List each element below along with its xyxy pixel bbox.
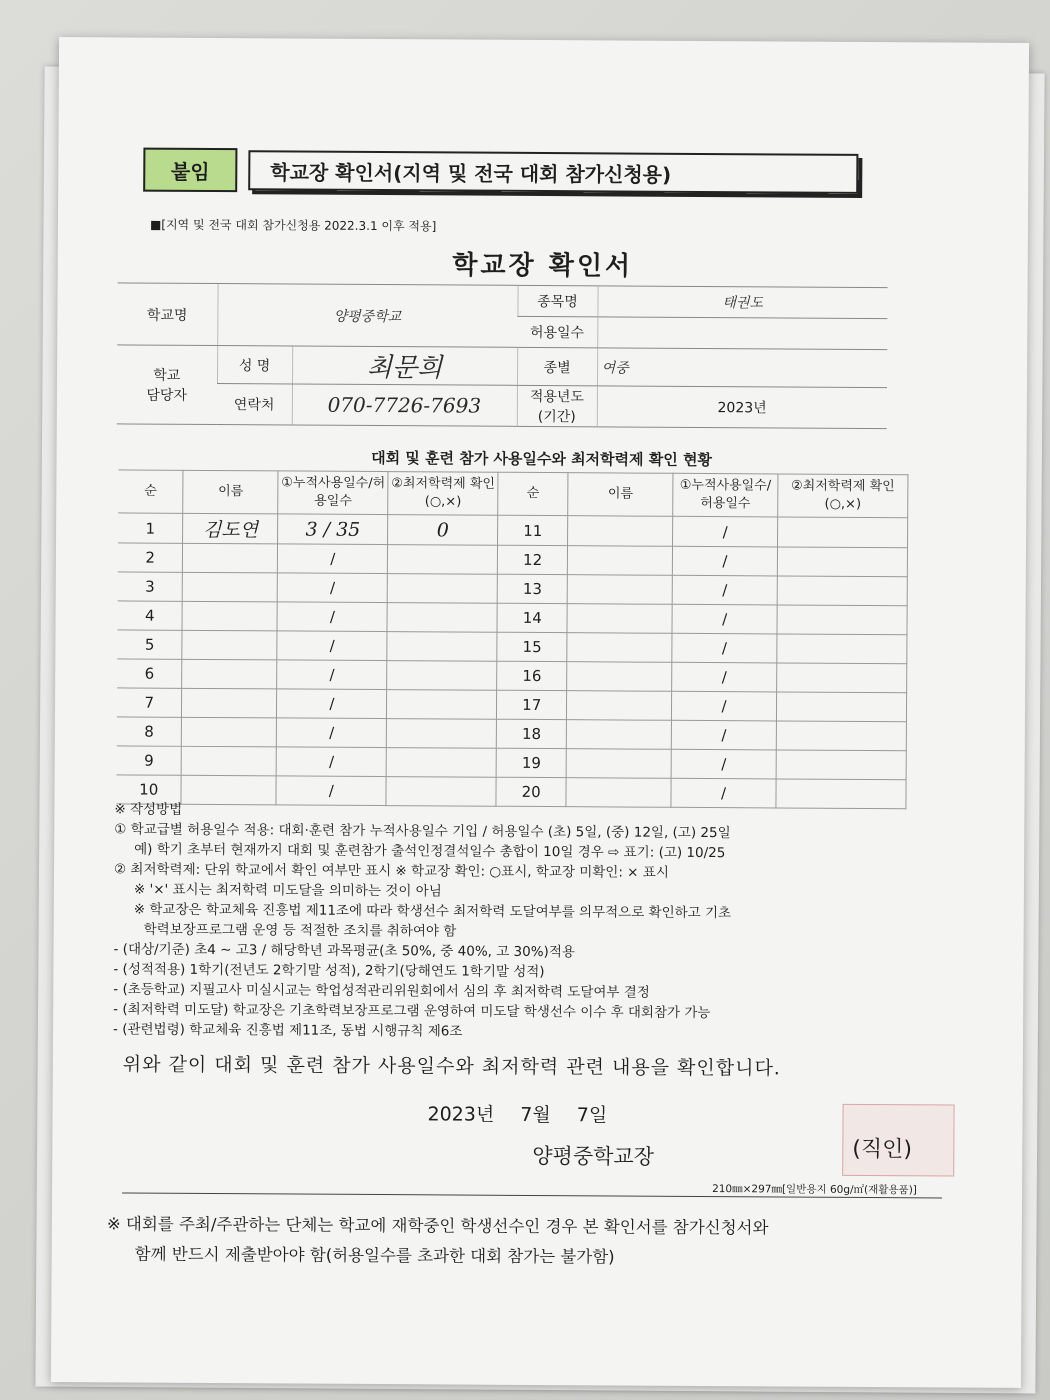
student-name xyxy=(567,633,672,663)
student-name xyxy=(182,601,277,631)
contact-label-line2: 담당자 xyxy=(146,387,188,404)
student-name xyxy=(182,630,277,660)
contact-label xyxy=(117,345,217,425)
applicability-note: ■[지역 및 전국 대회 참가신청용 2022.3.1 이후 적용] xyxy=(149,217,437,234)
min-grade-check: 0 xyxy=(388,515,498,546)
row-no: 12 xyxy=(498,545,568,574)
student-name xyxy=(567,691,672,721)
row-no: 14 xyxy=(497,603,567,632)
row-no: 8 xyxy=(117,717,182,746)
used-days: / xyxy=(672,633,777,663)
student-name xyxy=(567,575,672,605)
submission-note xyxy=(107,1209,967,1274)
year-label xyxy=(517,385,597,426)
min-grade-check xyxy=(777,576,907,606)
info-row-name xyxy=(117,345,887,388)
allowed-days-value xyxy=(597,317,887,350)
used-days: / xyxy=(278,544,388,574)
used-days: / xyxy=(671,720,776,750)
min-grade-check xyxy=(777,605,907,635)
section-title: 대회 및 훈련 참가 사용일수와 최저학력제 확인 현황 xyxy=(371,448,713,470)
year-label-line2: (기간) xyxy=(537,408,576,426)
row-no: 5 xyxy=(117,630,182,659)
used-days: / xyxy=(672,604,777,634)
used-days: / xyxy=(276,747,386,777)
row-no: 6 xyxy=(117,659,182,688)
year-label-line1: 적용년도 xyxy=(529,388,585,406)
info-table xyxy=(117,282,888,429)
used-days: / xyxy=(672,575,777,605)
student-name xyxy=(182,659,277,689)
row-no: 9 xyxy=(117,746,182,775)
student-name xyxy=(182,746,277,776)
note-item: - (성적적용) 1학기(전년도 2학기말 성적), 2학기(당해연도 1학기말 성적) xyxy=(113,961,545,981)
col-header-check-1: ②최저학력제 확인(○,×) xyxy=(388,472,498,516)
participation-table xyxy=(116,469,908,809)
student-name xyxy=(182,688,277,718)
student-name xyxy=(182,717,277,747)
min-grade-check xyxy=(387,661,497,691)
note-item: ② 최저학력제: 단위 학교에서 확인 여부만 표시 ※ 학교장 확인: ○표시, 학교장 미확인: × 표시 xyxy=(113,861,669,881)
row-no: 11 xyxy=(498,515,568,545)
min-grade-check xyxy=(388,545,498,575)
min-grade-check xyxy=(776,721,906,751)
event-value: 태권도 xyxy=(597,286,887,319)
used-days: / xyxy=(672,662,777,692)
note-heading: ※ 작성방법 xyxy=(114,801,183,818)
row-no: 16 xyxy=(497,661,567,690)
document-title: 학교장 확인서 xyxy=(452,250,634,282)
note-item: 학력보장프로그램 운영 등 적절한 조치를 취하여야 함 xyxy=(143,921,457,940)
min-grade-check xyxy=(387,603,497,633)
min-grade-check xyxy=(386,748,496,778)
student-name xyxy=(566,720,671,750)
note-item: 예) 학기 초부터 현재까지 대회 및 훈련참가 출석인정결석일수 총합이 10일 경우 ⇨ 표기: (고) 10/25 xyxy=(134,841,726,862)
min-grade-check xyxy=(777,547,907,577)
min-grade-check xyxy=(778,517,908,548)
student-name: 김도연 xyxy=(183,513,278,544)
row-no: 3 xyxy=(118,572,183,601)
used-days: / xyxy=(277,689,387,719)
student-name xyxy=(567,662,672,692)
col-header-no-2: 순 xyxy=(498,472,568,515)
attachment-label: 붙임 xyxy=(143,148,237,193)
col-header-days-2: ①누적사용일수/허용일수 xyxy=(673,473,778,517)
used-days: 3 / 35 xyxy=(278,514,388,545)
info-row-phone xyxy=(117,383,887,429)
col-header-name-1: 이름 xyxy=(183,470,278,514)
note-item: - (관련법령) 학교체육 진흥법 제11조, 동법 시행규칙 제6조 xyxy=(113,1021,463,1040)
event-label: 종목명 xyxy=(517,285,597,316)
row-no: 18 xyxy=(497,719,567,748)
school-label: 학교명 xyxy=(117,283,217,346)
col-header-check-2: ②최저학력제 확인(○,×) xyxy=(778,474,908,518)
writing-instructions xyxy=(113,799,944,1044)
issue-date: 2023년 7월 7일 xyxy=(427,1103,608,1127)
used-days: / xyxy=(278,573,388,603)
note-item: - (대상/기준) 초4 ~ 고3 / 해당학년 과목평균(초 50%, 중 40%, 고 30%)적용 xyxy=(113,941,575,961)
table-row xyxy=(118,513,908,548)
row-no: 17 xyxy=(497,690,567,719)
row-no: 10 xyxy=(116,775,181,804)
used-days: / xyxy=(671,749,776,779)
used-days: / xyxy=(672,691,777,721)
note-item: ※ 학교장은 학교체육 진흥법 제11조에 따라 학생선수 최저학력 도달여부를 의무적으로 확인하고 기초 xyxy=(133,901,732,922)
note-item: - (최저학력 미도달) 학교장은 기초학력보장프로그램 운영하여 미도달 학생선수 이수 후 대회참가 가능 xyxy=(113,1001,711,1022)
principal-title: 양평중학교장 xyxy=(532,1143,655,1169)
paper-spec-note: 210㎜×297㎜[일반용지 60g/㎡(재활용품)] xyxy=(712,1183,917,1197)
student-name xyxy=(568,516,673,547)
used-days: / xyxy=(277,631,387,661)
name-label: 성 명 xyxy=(217,346,292,384)
student-name xyxy=(566,749,671,779)
used-days: / xyxy=(276,776,386,806)
row-no: 19 xyxy=(496,748,566,777)
contact-label-line1: 학교 xyxy=(153,367,181,384)
confirmation-statement: 위와 같이 대회 및 훈련 참가 사용일수와 최저학력 관련 내용을 확인합니다. xyxy=(122,1053,781,1080)
table-header-row xyxy=(118,470,908,518)
phone-value: 070-7726-7693 xyxy=(292,384,517,426)
seal-label: (직인) xyxy=(852,1136,913,1163)
min-grade-check xyxy=(387,574,497,604)
document-sheet xyxy=(51,37,1029,1388)
row-no: 1 xyxy=(118,513,183,543)
min-grade-check xyxy=(387,632,497,662)
submission-note-line2: 함께 반드시 제출받아야 함(허용일수를 초과한 대회 참가는 불가함) xyxy=(134,1244,615,1267)
school-value: 양평중학교 xyxy=(217,284,517,348)
submission-note-line1: ※ 대회를 주최/주관하는 단체는 학교에 재학중인 학생선수인 경우 본 확인서를 참가신청서와 xyxy=(106,1214,769,1238)
row-no: 20 xyxy=(496,777,566,806)
row-no: 13 xyxy=(497,574,567,603)
min-grade-check xyxy=(777,634,907,664)
header-title: 학교장 확인서(지역 및 전국 대회 참가신청용) xyxy=(248,150,858,194)
col-header-no-1: 순 xyxy=(118,470,183,513)
year-value: 2023년 xyxy=(597,386,887,429)
row-no: 7 xyxy=(117,688,182,717)
used-days: / xyxy=(277,602,387,632)
col-header-days-1: ①누적사용일수/허용일수 xyxy=(278,471,388,515)
phone-label: 연락처 xyxy=(217,384,292,425)
row-no: 4 xyxy=(117,601,182,630)
name-value: 최문희 xyxy=(292,346,517,385)
used-days: / xyxy=(672,546,777,576)
allowed-days-label: 허용일수 xyxy=(517,316,597,347)
category-label: 종별 xyxy=(517,347,597,385)
student-name xyxy=(183,543,278,573)
min-grade-check xyxy=(387,719,497,749)
used-days: / xyxy=(673,516,778,547)
used-days: / xyxy=(671,778,776,808)
student-name xyxy=(567,604,672,634)
note-item: ① 학교급별 허용일수 적용: 대회·훈련 참가 누적사용일수 기입 / 허용일수 (초) 5일, (중) 12일, (고) 25일 xyxy=(114,821,731,842)
student-name xyxy=(183,572,278,602)
student-name xyxy=(568,546,673,576)
min-grade-check xyxy=(776,692,906,722)
note-item: - (초등학교) 지필고사 미실시교는 학업성적관리위원회에서 심의 후 최저학력 도달여부 결정 xyxy=(113,981,650,1001)
category-value: 여중 xyxy=(597,348,887,388)
note-item: ※ '×' 표시는 최저학력 미도달을 의미하는 것이 아님 xyxy=(133,881,442,900)
min-grade-check xyxy=(776,750,906,780)
used-days: / xyxy=(277,660,387,690)
col-header-name-2: 이름 xyxy=(568,473,673,517)
used-days: / xyxy=(277,718,387,748)
min-grade-check xyxy=(777,663,907,693)
row-no: 15 xyxy=(497,632,567,661)
row-no: 2 xyxy=(118,543,183,572)
min-grade-check xyxy=(387,690,497,720)
info-row-school xyxy=(117,283,887,319)
